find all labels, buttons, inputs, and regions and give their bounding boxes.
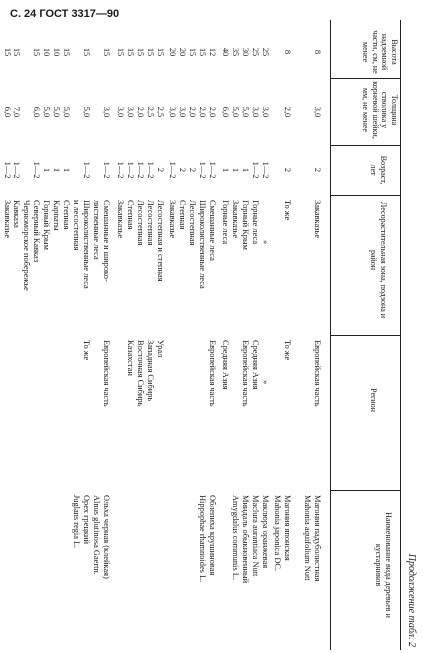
cell-thickness: 2,5 (156, 106, 165, 118)
cell-zone: » (261, 240, 270, 245)
cell-height: 15 (136, 47, 145, 57)
cell-age: 1—2 (261, 161, 270, 179)
cell-zone: Северный Кавказ (32, 200, 41, 263)
cell-name: Maclura aurantiaca Nutt (251, 495, 260, 577)
cell-thickness: 3,0 (126, 106, 135, 118)
cell-zone: Широколиственные леса (198, 200, 207, 289)
cell-age: 1—2 (198, 161, 207, 179)
cell-region: Восточная Сибирь (136, 340, 145, 407)
cell-thickness: 5,0 (82, 106, 91, 118)
cell-height: 25 (251, 47, 260, 57)
cell-height: 20 (178, 47, 187, 57)
col-header-name: Наименование вида деревьев и кустарников (374, 512, 393, 618)
cell-age: 1—2 (3, 161, 12, 179)
col-divider (331, 490, 401, 491)
cell-zone: лиственные леса (92, 200, 101, 260)
col-divider (331, 335, 401, 336)
cell-height: 12 (208, 47, 217, 57)
cell-age: 2 (283, 167, 292, 173)
cell-age: 2 (178, 167, 187, 173)
cell-thickness: 5,0 (52, 106, 61, 118)
cell-age: 2 (156, 167, 165, 173)
col-divider (331, 195, 401, 196)
cell-thickness: 6,0 (32, 106, 41, 118)
cell-zone: Закавказье (3, 200, 12, 239)
cell-region: Европейская часть (208, 340, 217, 407)
cell-age: 1—2 (116, 161, 125, 179)
cell-thickness: 2,0 (283, 106, 292, 118)
cell-zone: Закавказье (168, 200, 177, 239)
cell-name: Mahonia aquifolium Nutt (303, 495, 312, 581)
cell-height: 20 (168, 47, 177, 57)
cell-zone: Закавказье (231, 200, 240, 239)
cell-age: 1—2 (251, 161, 260, 179)
cell-age: 1—2 (208, 161, 217, 179)
cell-age: 1—2 (102, 161, 111, 179)
col-header-age: Возраст, лет (369, 155, 388, 185)
cell-height: 15 (126, 47, 135, 57)
cell-region: » (261, 380, 270, 385)
cell-zone: Смешанные леса (208, 200, 217, 261)
cell-height: 15 (3, 47, 12, 57)
cell-zone: Широколиственные леса (82, 200, 91, 289)
page-header: С. 24 ГОСТ 3317—90 (10, 8, 120, 20)
cell-zone: Смешанные и широко- (102, 200, 111, 282)
cell-height: 10 (42, 47, 51, 57)
col-divider (331, 145, 401, 146)
cell-thickness: 5,0 (62, 106, 71, 118)
cell-height: 10 (52, 47, 61, 57)
cell-height: 15 (116, 47, 125, 57)
cell-height: 15 (188, 47, 197, 57)
cell-name: Миндаль обыкновенный (241, 495, 250, 584)
cell-zone: Лесостепная (136, 200, 145, 246)
col-header-zone: Лесорастительная зона, подзона и район (369, 201, 388, 319)
cell-height: 8 (313, 49, 322, 55)
cell-zone: Кавказа (12, 200, 21, 228)
cell-zone: Горный Крым (241, 200, 250, 250)
cell-age: 1—2 (168, 161, 177, 179)
cell-thickness: 5,0 (42, 106, 51, 118)
cell-name: Магония падуболистная (313, 495, 322, 582)
cell-thickness: 3,0 (102, 106, 111, 118)
cell-zone: Черноморское побережье (22, 200, 31, 291)
cell-age: 1—2 (136, 161, 145, 179)
cell-thickness: 6,0 (3, 106, 12, 118)
cell-region: Европейская часть (241, 340, 250, 407)
col-header-thickness: Толщина стволика у корневой шейки, мм, не менее (361, 81, 399, 139)
cell-thickness: 5,0 (231, 106, 240, 118)
cell-thickness: 7,0 (12, 106, 21, 118)
cell-age: 1 (62, 167, 71, 173)
cell-zone: Лесостепная и степная (156, 200, 165, 282)
cell-age: 1—2 (146, 161, 155, 179)
cell-region: Европейская часть (102, 340, 111, 407)
cell-region: Европейская часть (313, 340, 322, 407)
cell-zone: Горные леса (221, 200, 230, 245)
cell-thickness: 2,0 (136, 106, 145, 118)
cell-height: 15 (12, 47, 21, 57)
col-header-height: Высота надземной части, см, не менее (361, 30, 399, 74)
cell-age: 1 (221, 167, 230, 173)
cell-zone: и лесостепная (72, 200, 81, 251)
cell-age: 1 (52, 167, 61, 173)
cell-thickness: 5,0 (241, 106, 250, 118)
cell-age: 1 (241, 167, 250, 173)
cell-height: 15 (102, 47, 111, 57)
cell-name: Магония японская (283, 495, 292, 561)
cell-region: То же (283, 340, 292, 361)
cell-zone: Горные леса (251, 200, 260, 245)
cell-age: 1 (42, 167, 51, 173)
cell-zone: Закавказье (116, 200, 125, 239)
cell-height: 15 (62, 47, 71, 57)
cell-height: 40 (221, 47, 230, 57)
cell-height: 8 (283, 49, 292, 55)
cell-region: Казахстан (126, 340, 135, 376)
cell-thickness: 2,0 (188, 106, 197, 118)
cell-thickness: 3,0 (261, 106, 270, 118)
cell-zone: То же (283, 200, 292, 221)
cell-thickness: 6,0 (221, 106, 230, 118)
cell-height: 25 (261, 47, 270, 57)
cell-height: 15 (146, 47, 155, 57)
cell-region: Урал (156, 340, 165, 358)
cell-region: То же (82, 340, 91, 361)
cell-zone: Степная (126, 200, 135, 230)
cell-zone: Закавказье (313, 200, 322, 239)
cell-zone: Лесостепная (146, 200, 155, 246)
cell-thickness: 3,0 (178, 106, 187, 118)
cell-region: Средняя Азия (221, 340, 230, 390)
cell-zone: Степная (178, 200, 187, 230)
cell-thickness: 3,0 (313, 106, 322, 118)
cell-thickness: 3,0 (116, 106, 125, 118)
cell-height: 30 (241, 47, 250, 57)
cell-height: 15 (32, 47, 41, 57)
cell-age: 1—2 (32, 161, 41, 179)
cell-region: Средняя Азия (251, 340, 260, 390)
cell-name: Juglans regia L. (72, 495, 81, 549)
cell-age: 1—2 (12, 161, 21, 179)
cell-name: Mahonia japonica DC. (273, 495, 282, 572)
cell-thickness: 3,0 (168, 106, 177, 118)
cell-age: 1—2 (82, 161, 91, 179)
cell-height: 15 (198, 47, 207, 57)
cell-zone: Горный Крым (42, 200, 51, 250)
cell-name: Орех грецкий (82, 495, 91, 544)
cell-region: Западная Сибирь (146, 340, 155, 402)
cell-age: 1—2 (126, 161, 135, 179)
cell-height: 15 (82, 47, 91, 57)
cell-age: 1 (231, 167, 240, 173)
cell-zone: Карпаты (52, 200, 61, 231)
cell-height: 35 (231, 47, 240, 57)
cell-name: Hippophae rhamnoides L. (198, 495, 207, 583)
cell-height: 15 (156, 47, 165, 57)
cell-age: 2 (313, 167, 322, 173)
col-divider (331, 78, 401, 79)
cell-thickness: 2,5 (146, 106, 155, 118)
continuation-label: Продолжение табл. 2 (406, 553, 417, 647)
cell-name: Amygdalus communis L. (231, 495, 240, 580)
cell-thickness: 3,0 (251, 106, 260, 118)
cell-name: Маклюра оранжевая (261, 495, 270, 569)
cell-name: Alnus glutinosa Gaertn. (92, 495, 101, 575)
cell-thickness: 2,0 (198, 106, 207, 118)
col-header-region: Регион (369, 388, 378, 412)
cell-zone: Степная (62, 200, 71, 230)
cell-thickness: 2,0 (208, 106, 217, 118)
cell-age: 2 (188, 167, 197, 173)
cell-name: Облепиха крушиновая (208, 495, 217, 576)
cell-name: Ольха черная (клейкая) (102, 495, 111, 579)
cell-zone: Лесостепная (188, 200, 197, 246)
